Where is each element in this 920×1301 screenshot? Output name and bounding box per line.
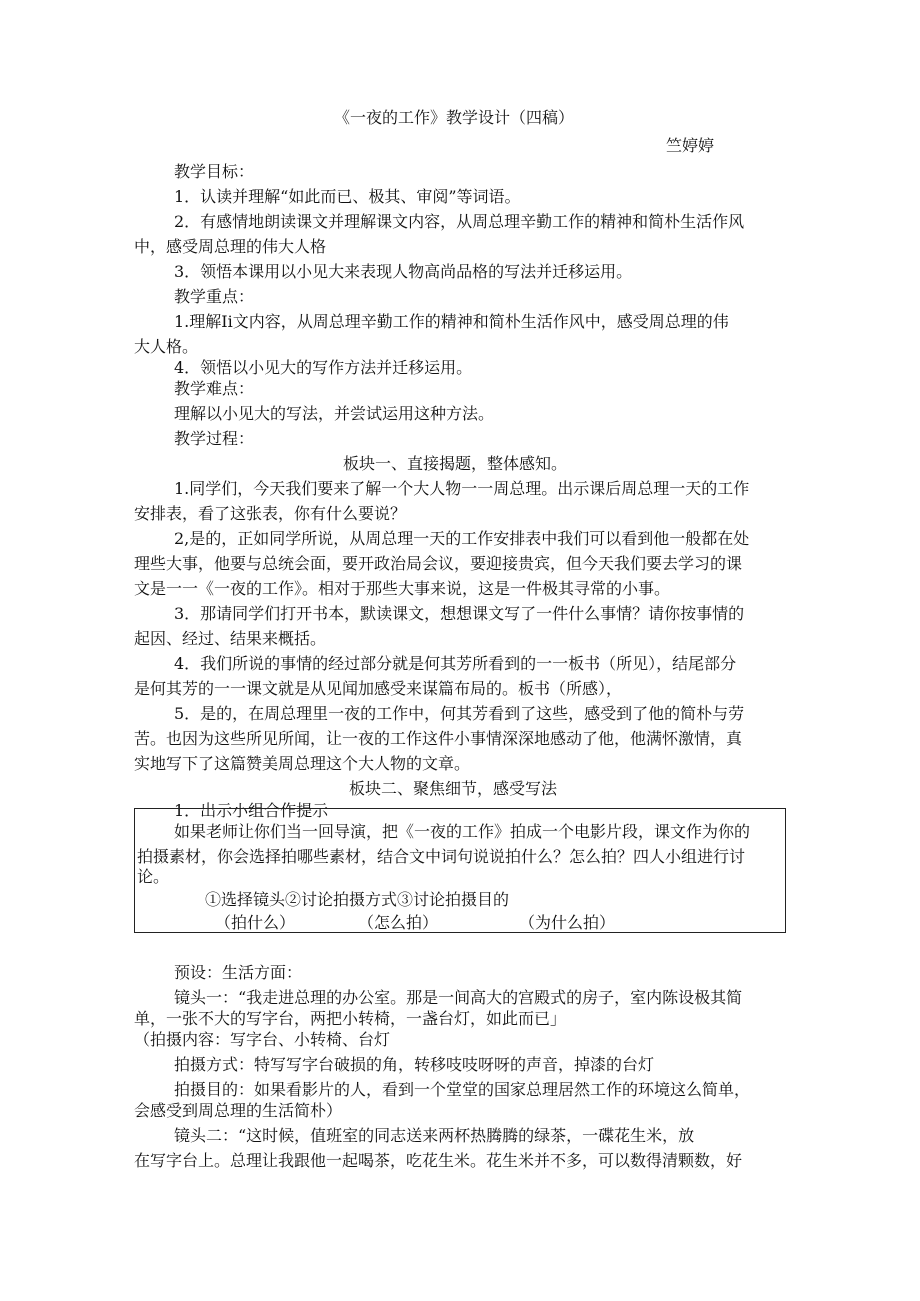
objective-line: 中，感受周总理的伟大人格 [134,237,327,256]
section-1-line: 2,是的，正如同学所说，从周总理一天的工作安排表中我们可以看到他一般都在处 [174,529,750,548]
objective-line: 3．领悟本课用以小见大来表现人物高尚品格的写法并迁移运用。 [174,262,633,281]
preset-line: 在写字台上。总理让我跟他一起喝茶，吃花生米。花生米并不多，可以数得清颗数，好 [134,1151,743,1170]
key-points-heading: 教学重点： [174,287,255,306]
section-1-line: 安排表，看了这张表，你有什么要说？ [134,504,407,523]
section-1-line: 实地写下了这篇赞美周总理这个大人物的文章。 [134,754,471,773]
section-2-title: 板块二、聚焦细节，感受写法 [349,779,558,798]
section-1-line: 4．我们所说的事情的经过部分就是何其芳所看到的一一板书（所见），结尾部分 [174,654,737,673]
section-1-line: 文是一一《一夜的工作》。相对于那些大事来说，这是一件极其寻常的小事。 [134,579,671,598]
section-1-line: 理些大事，他要与总统会面，要开政治局会议，要迎接贵宾，但今天我们要去学习的课 [134,554,743,573]
section-1-line: 1.同学们，今天我们要来了解一个大人物一一周总理。出示课后周总理一天的工作 [174,479,750,498]
preset-line: 镜头一：“我走进总理的办公室。那是一间高大的宫殿式的房子，室内陈设极其简 [174,988,743,1007]
section-2-item-1: 1．出示小组合作提示 [174,801,329,820]
section-1-line: 苦。也因为这些所见所闻，让一夜的工作这件小事情深深地感动了他，他满怀激情，真 [134,729,743,748]
preset-line: 拍摄目的：如果看影片的人，看到一个堂堂的国家总理居然工作的环境这么简单， [174,1080,751,1099]
objective-line: 2．有感情地朗读课文并理解课文内容，从周总理辛勤工作的精神和简朴生活作风 [174,212,745,231]
objective-line: 1．认读并理解“如此而已、极其、审阅”等词语。 [174,187,521,206]
section-1-line: 3．那请同学们打开书本，默读课文，想想课文写了一件什么事情？请你按事情的 [174,604,745,623]
preset-line: 单，一张不大的写字台，两把小转椅，一盏台灯，如此而已」 [134,1009,567,1028]
section-1-line: 是何其芳的一一课文就是从见闻加感受来谋篇布局的。板书（所感）， [134,679,623,698]
prompt-label-how: （怎么拍） [358,913,439,932]
section-1-line: 起因、经过、结果来概括。 [134,629,327,648]
preset-line: 预设：生活方面： [174,963,303,982]
prompt-label-what: （拍什么） [215,913,296,932]
key-point-line: 1.理解Ii文内容，从周总理辛勤工作的精神和简朴生活作风中，感受周总理的伟 [174,312,729,331]
preset-line: （拍摄内容：写字台、小转椅、台灯 [134,1030,391,1049]
difficulties-heading: 教学难点： [174,379,255,398]
process-heading: 教学过程： [174,429,255,448]
document-title: 《一夜的工作》教学设计（四稿） [334,108,575,127]
author-name: 竺婷婷 [666,136,715,155]
preset-line: 拍摄方式：特写写字台破损的角，转移吱吱呀呀的声音，掉漆的台灯 [174,1055,655,1074]
objectives-heading: 教学目标： [174,162,255,181]
preset-line: 会感受到周总理的生活简朴） [134,1101,343,1120]
section-1-title: 板块一、直接揭题，整体感知。 [343,454,568,473]
prompt-steps: ①选择镜头②讨论拍摄方式③讨论拍摄目的 [205,890,510,909]
prompt-line: 如果老师让你们当一回导演，把《一夜的工作》拍成一个电影片段，课文作为你的 [174,822,751,841]
key-point-line: 4．领悟以小见大的写作方法并迁移运用。 [174,358,473,377]
difficulty-line: 理解以小见大的写法，并尝试运用这种方法。 [174,404,495,423]
section-1-line: 5．是的，在周总理里一夜的工作中，何其芳看到了这些，感受到了他的简朴与劳 [174,704,745,723]
key-point-line: 大人格。 [134,337,199,356]
prompt-line: 论。 [137,867,170,886]
prompt-label-why: （为什么拍） [519,913,616,932]
prompt-line: 拍摄素材，你会选择拍哪些素材，结合文中词句说说拍什么？怎么拍？四人小组进行讨 [137,847,746,866]
preset-line: 镜头二：“这时候，值班室的同志送来两杯热腾腾的绿茶，一碟花生米，放 [174,1126,695,1145]
